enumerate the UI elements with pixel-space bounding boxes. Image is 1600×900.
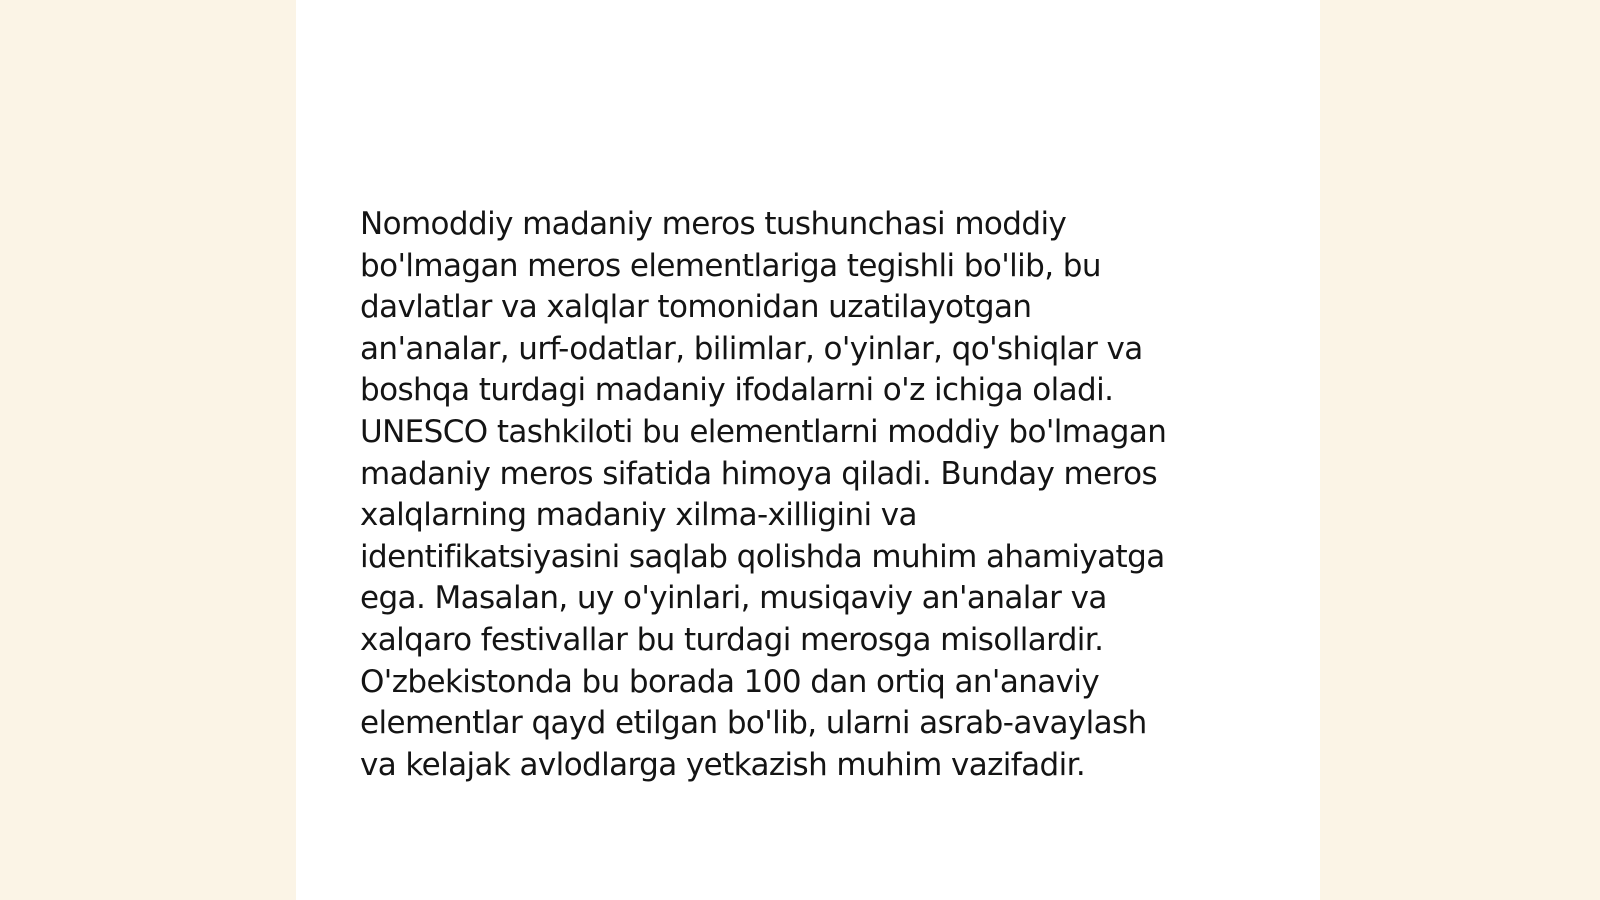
paragraph-line-12: O'zbekistonda bu borada 100 dan ortiq an'anaviy [360, 663, 1100, 700]
paragraph-line-3: davlatlar va xalqlar tomonidan uzatilayotgan [360, 289, 1032, 326]
paragraph-line-7: madaniy meros sifatida himoya qiladi. Bunday meros [360, 455, 1158, 492]
document-page [296, 0, 1320, 900]
paragraph-line-8: xalqlarning madaniy xilma-xilligini va [360, 497, 917, 534]
paragraph-line-14: va kelajak avlodlarga yetkazish muhim vazifadir. [360, 746, 1086, 783]
paragraph-line-6: UNESCO tashkiloti bu elementlarni moddiy bo'lmagan [360, 413, 1167, 450]
paragraph-line-11: xalqaro festivallar bu turdagi merosga misollardir. [360, 621, 1104, 658]
paragraph-line-2: bo'lmagan meros elementlariga tegishli bo'lib, bu [360, 247, 1101, 284]
body-paragraph [360, 204, 1260, 786]
paragraph-line-1: Nomoddiy madaniy meros tushunchasi moddiy [360, 206, 1067, 242]
paragraph-line-9: identifikatsiyasini saqlab qolishda muhim ahamiyatga [360, 538, 1165, 575]
paragraph-line-5: boshqa turdagi madaniy ifodalarni o'z ichiga oladi. [360, 372, 1114, 409]
paragraph-line-10: ega. Masalan, uy o'yinlari, musiqaviy an'analar va [360, 580, 1107, 617]
paragraph-line-4: an'analar, urf-odatlar, bilimlar, o'yinlar, qo'shiqlar va [360, 330, 1143, 367]
paragraph-line-13: elementlar qayd etilgan bo'lib, ularni asrab-avaylash [360, 705, 1147, 742]
